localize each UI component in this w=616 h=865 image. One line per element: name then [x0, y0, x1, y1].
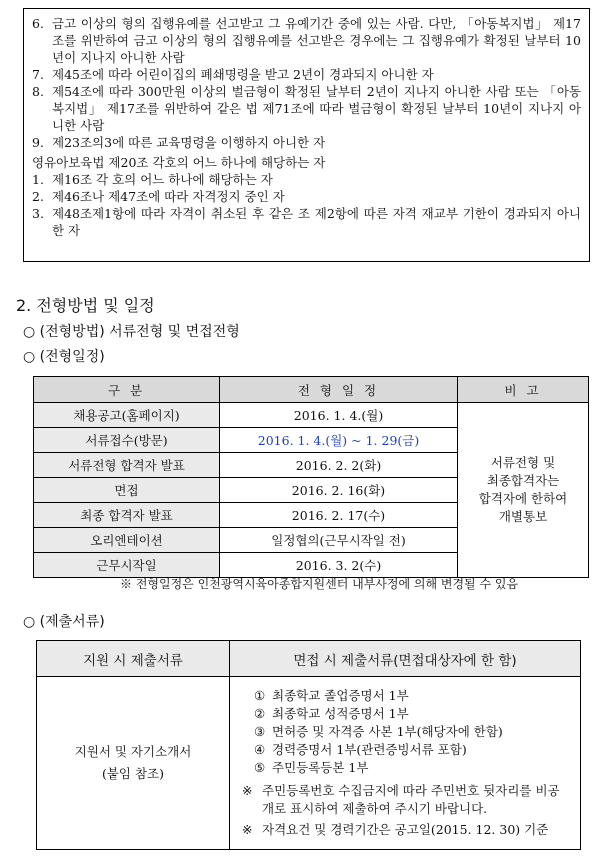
disqualification-list-1 — [32, 15, 581, 151]
date-cell: 2016. 2. 2(화) — [220, 453, 458, 478]
date-cell: 2016. 2. 16(화) — [220, 478, 458, 503]
list-item: 6. 금고 이상의 형의 집행유예를 선고받고 그 유예기간 중에 있는 사람. 다만, 「아동복지법」 제17조를 위반하여 금고 이상의 형의 집행유예를 선고받은 경우에는 그 집행유예가 확정된 날부터 10년이 지나지 아니한 사람 — [32, 16, 581, 65]
table-header-row — [34, 377, 589, 403]
documents-table — [36, 640, 581, 850]
column-header: 비 고 — [458, 377, 589, 403]
category-cell: 면접 — [34, 478, 220, 503]
note-item: ※ 주민등록번호 수집금지에 따라 주민번호 뒷자리를 비공개로 표시하여 제출하여 주시기 바랍니다. — [242, 783, 560, 816]
column-header: 구 분 — [34, 377, 220, 403]
table-row — [37, 677, 581, 850]
interview-documents-cell — [230, 677, 581, 850]
date-cell: 2016. 1. 4.(월) — [220, 403, 458, 428]
date-cell: 2016. 2. 17(수) — [220, 503, 458, 528]
note-item: ※ 자격요건 및 경력기간은 공고일(2015. 12. 30) 기준 — [242, 822, 549, 837]
list-item: 8. 제54조에 따라 300만원 이상의 벌금형이 확정된 날부터 2년이 지나지 아니한 사람 또는 「아동복지법」 제17조를 위반하여 같은 법 제71조에 따라 벌금형이 확정된 날부터 10년이 지나지 아니한 사람 — [32, 84, 581, 133]
list-item: 1. 제16조 각 호의 어느 하나에 해당하는 자 — [32, 172, 273, 187]
list-item: 7. 제45조에 따라 어린이집의 폐쇄명령을 받고 2년이 경과되지 아니한 자 — [32, 67, 434, 82]
list-item: ⑤ 주민등록등본 1부 — [254, 760, 369, 775]
note-cell: 서류전형 및 최종합격자는 합격자에 한하여 개별통보 — [458, 403, 589, 578]
subheading: 영유아보육법 제20조 각호의 어느 하나에 해당하는 자 — [32, 155, 326, 170]
apply-documents-cell: 지원서 및 자기소개서 (붙임 참조) — [37, 677, 230, 850]
column-header: 지원 시 제출서류 — [37, 641, 230, 677]
category-cell: 서류접수(방문) — [34, 428, 220, 453]
schedule-label: ○ (전형일정) — [23, 349, 105, 365]
documents-label: ○ (제출서류) — [23, 614, 105, 630]
method-line: ○ (전형방법) 서류전형 및 면접전형 — [23, 324, 240, 340]
category-cell: 오리엔테이션 — [34, 528, 220, 553]
column-header: 전 형 일 정 — [220, 377, 458, 403]
date-cell: 일정협의(근무시작일 전) — [220, 528, 458, 553]
list-item: 2. 제46조나 제47조에 따라 자격정지 중인 자 — [32, 189, 285, 204]
list-item: ② 최종학교 성적증명서 1부 — [254, 706, 409, 721]
table-header-row — [37, 641, 581, 677]
column-header: 면접 시 제출서류(면접대상자에 한 함) — [230, 641, 581, 677]
list-item: 3. 제48조제1항에 따라 자격이 취소된 후 같은 조 제2항에 따른 자격 재교부 기한이 경과되지 아니한 자 — [32, 206, 581, 238]
schedule-table — [33, 376, 589, 578]
list-item: 9. 제23조의3에 따른 교육명령을 이행하지 아니한 자 — [32, 135, 326, 150]
table-row — [34, 403, 589, 428]
disqualification-list-2 — [32, 171, 581, 239]
disqualification-box — [23, 8, 590, 262]
category-cell: 최종 합격자 발표 — [34, 503, 220, 528]
list-item: ① 최종학교 졸업증명서 1부 — [254, 688, 409, 703]
list-item: ③ 면허증 및 자격증 사본 1부(해당자에 한함) — [254, 724, 503, 739]
category-cell: 채용공고(홈페이지) — [34, 403, 220, 428]
category-cell: 서류전형 합격자 발표 — [34, 453, 220, 478]
schedule-footnote: ※ 전형일정은 인천광역시육아종합지원센터 내부사정에 의해 변경될 수 있음 — [120, 577, 519, 591]
section-heading: 2. 전형방법 및 일정 — [16, 296, 155, 315]
category-cell: 근무시작일 — [34, 553, 220, 578]
date-cell: 2016. 1. 4.(월) ~ 1. 29(금) — [220, 428, 458, 453]
list-item: ④ 경력증명서 1부(관련증빙서류 포함) — [254, 742, 467, 757]
date-cell: 2016. 3. 2(수) — [220, 553, 458, 578]
